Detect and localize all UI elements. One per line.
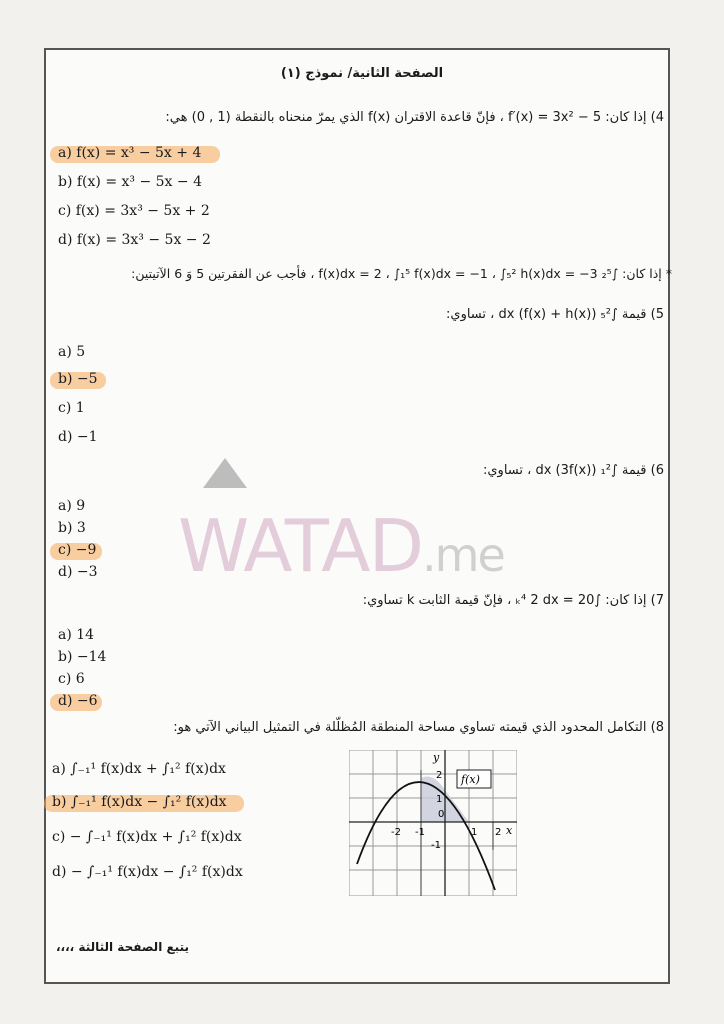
x-tick-1: 1 <box>471 827 478 838</box>
curve-label: f(x) <box>461 773 480 786</box>
q4-option-a: a) f(x) = x³ − 5x + 4 <box>58 145 202 161</box>
shaded-region-right <box>445 790 469 822</box>
y-tick-1: 1 <box>436 794 443 805</box>
question-4: 4) إذا كان: f′(x) = 3x² − 5 ، فإنّ قاعدة الاقتران f(x) الذي يمرّ منحناه بالنقطة (1 , 0) هي: <box>165 110 664 125</box>
q7-option-d: d) −6 <box>58 693 98 709</box>
given-statement: * إذا كان: ∫₂⁵ f(x)dx = 2 ، ∫₁⁵ f(x)dx = −1 ، ∫₅² h(x)dx = −3 ، فأجب عن الفقرتين 5 وَ 6 الآتيتين: <box>131 266 672 281</box>
q4-option-d: d) f(x) = 3x³ − 5x − 2 <box>58 232 211 248</box>
y-axis-label: y <box>433 751 440 764</box>
question-6: 6) قيمة ∫₁² (3f(x)) dx ، تساوي: <box>482 463 664 478</box>
watermark <box>178 504 504 588</box>
x-tick-minus-2: -2 <box>391 827 401 838</box>
question-5: 5) قيمة ∫₅² (f(x) + h(x)) dx ، تساوي: <box>446 307 664 322</box>
q6-option-b: b) 3 <box>58 520 86 536</box>
q7-option-c: c) 6 <box>58 671 85 687</box>
question-8: 8) التكامل المحدود الذي قيمته تساوي مساحة المنطقة المُظلّلة في التمثيل البياني الآتي هو: <box>173 720 664 735</box>
q5-option-d: d) −1 <box>58 429 98 445</box>
q8-option-b: b) ∫₋₁¹ f(x)dx − ∫₁² f(x)dx <box>52 794 227 810</box>
q4-option-b: b) f(x) = x³ − 5x − 4 <box>58 174 202 190</box>
q6-option-c: c) −9 <box>58 542 97 558</box>
q5-option-b: b) −5 <box>58 371 98 387</box>
watermark-brand: WATAD <box>178 504 423 588</box>
footer-note: يتبع الصفحة الثالثة ،،،، <box>56 940 189 954</box>
q8-option-d: d) − ∫₋₁¹ f(x)dx − ∫₁² f(x)dx <box>52 864 243 880</box>
watermark-domain: .me <box>422 528 504 582</box>
q6-option-a: a) 9 <box>58 498 86 514</box>
q4-option-c: c) f(x) = 3x³ − 5x + 2 <box>58 203 210 219</box>
x-tick-0: 0 <box>438 809 445 820</box>
function-graph <box>349 750 517 896</box>
q8-option-c: c) − ∫₋₁¹ f(x)dx + ∫₁² f(x)dx <box>52 829 242 845</box>
x-tick-minus-1: -1 <box>415 827 425 838</box>
watermark-logo-icon <box>203 458 247 488</box>
x-tick-2: 2 <box>495 827 502 838</box>
q7-option-b: b) −14 <box>58 649 107 665</box>
q5-option-a: a) 5 <box>58 344 86 360</box>
question-7: 7) إذا كان: ∫ₖ⁴ 2 dx = 20 ، فإنّ قيمة الثابت k تساوي: <box>362 593 664 608</box>
y-tick-minus-1: -1 <box>431 840 441 851</box>
x-axis-label: x <box>506 824 513 837</box>
y-tick-2: 2 <box>436 770 443 781</box>
q7-option-a: a) 14 <box>58 627 95 643</box>
q5-option-c: c) 1 <box>58 400 85 416</box>
page-title: الصفحة الثانية/ نموذج (١) <box>280 66 444 81</box>
q8-option-a: a) ∫₋₁¹ f(x)dx + ∫₁² f(x)dx <box>52 761 226 777</box>
q6-option-d: d) −3 <box>58 564 98 580</box>
